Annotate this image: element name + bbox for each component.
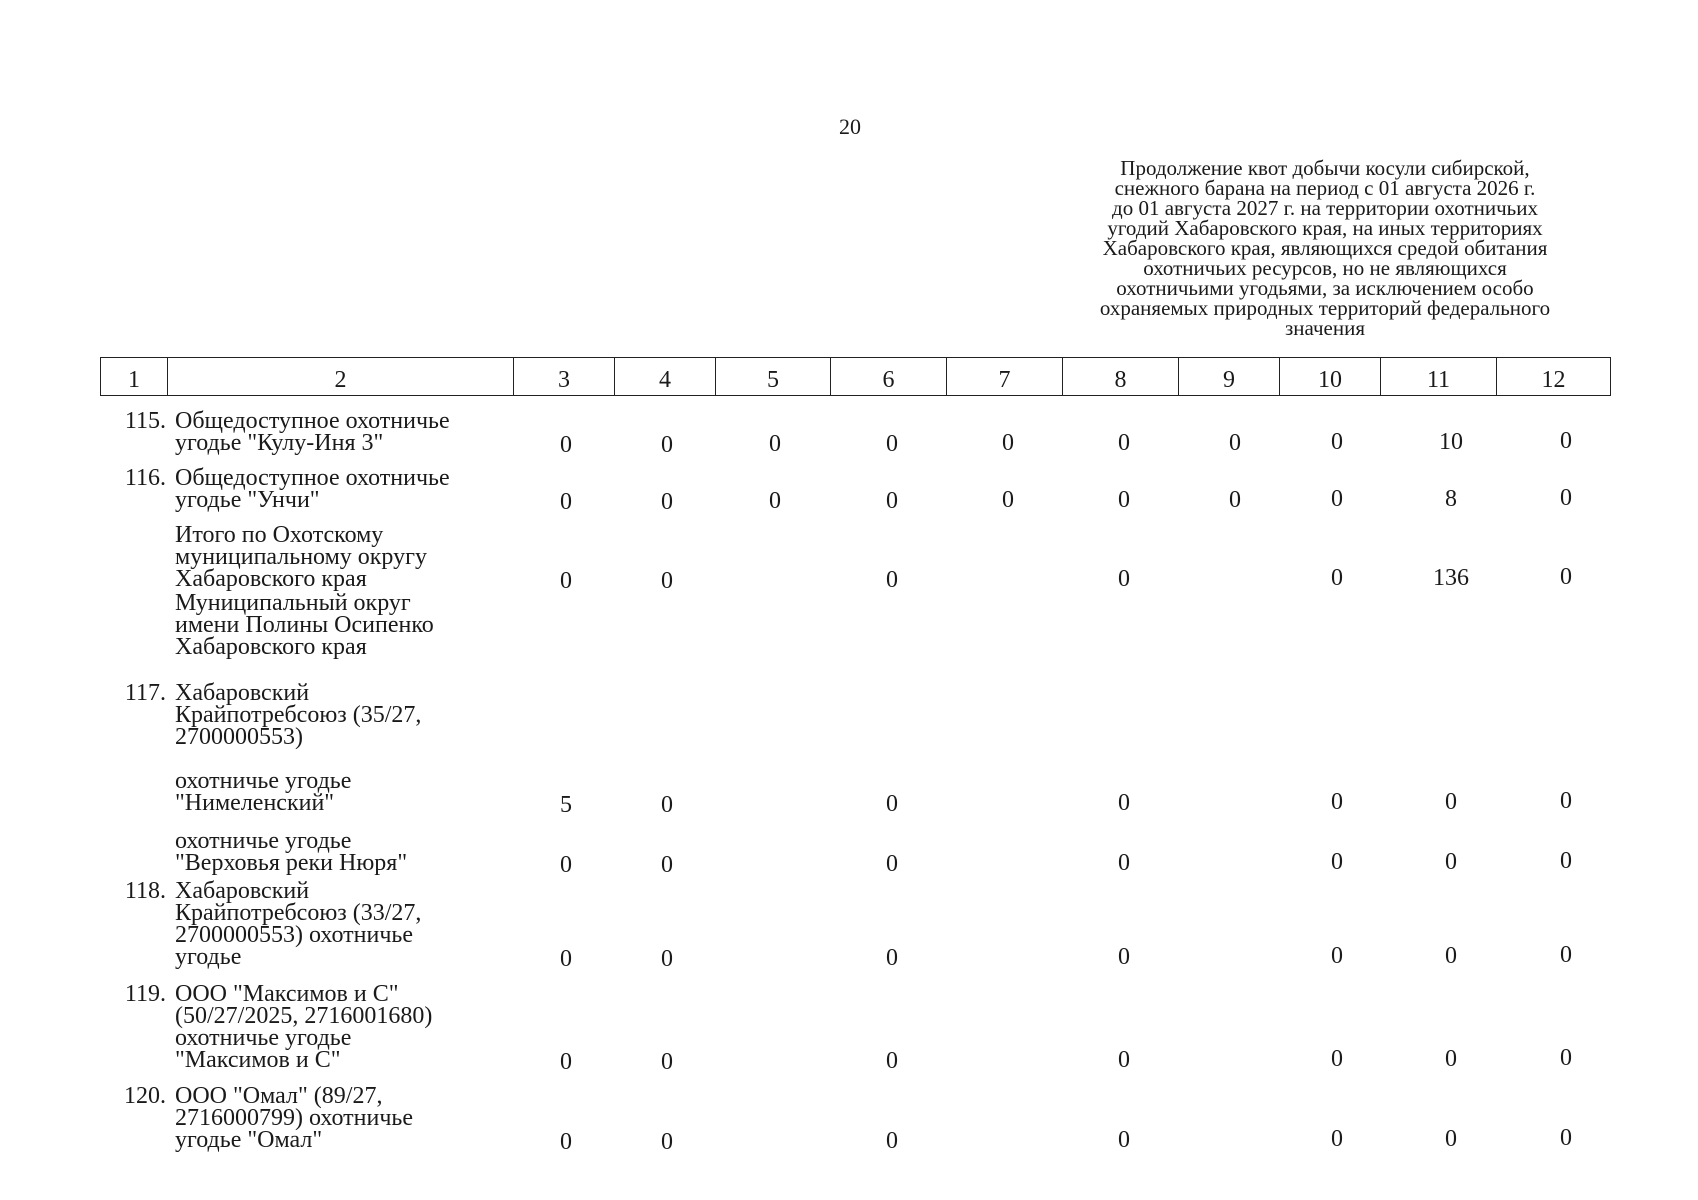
row-name-line: угодье: [175, 944, 242, 970]
cell-value-col-3: 0: [560, 432, 572, 458]
column-header-12: 12: [1497, 358, 1611, 396]
cell-value-col-11: 10: [1439, 428, 1463, 455]
row-name: [175, 1085, 515, 1151]
row-name-line: угодье "Кулу-Иня 3": [175, 430, 384, 456]
row-name-line: охотничье угодье: [175, 1025, 352, 1051]
row-name-line: Хабаровского края: [175, 634, 367, 660]
row-name-line: 2716000799) охотничье: [175, 1105, 414, 1131]
row-name-line: Крайпотребсоюз (35/27,: [175, 702, 422, 728]
table-caption: [1050, 158, 1600, 338]
cell-value-col-9: 0: [1229, 486, 1241, 513]
cell-value-col-12: 0: [1560, 1125, 1572, 1152]
caption-line: угодий Хабаровского края, на иных территориях: [1107, 216, 1543, 240]
cell-value-col-11: 0: [1445, 942, 1457, 969]
row-number: 118.: [124, 878, 166, 904]
cell-value-col-6: 0: [886, 430, 898, 457]
row-name: [175, 410, 515, 454]
cell-value-col-8: 0: [1118, 790, 1130, 816]
row-name-line: муниципальному округу: [175, 544, 427, 570]
row-name: [175, 770, 515, 814]
row-name-line: ООО "Омал" (89/27,: [175, 1083, 383, 1109]
cell-value-col-7: 0: [1002, 430, 1014, 457]
cell-value-col-12: 0: [1560, 788, 1572, 815]
column-header-5: 5: [716, 358, 831, 396]
row-name: [175, 830, 515, 874]
row-name-line: угодье "Омал": [175, 1127, 323, 1153]
cell-value-col-6: 0: [886, 487, 898, 514]
cell-value-col-12: 0: [1560, 564, 1572, 591]
row-number: 119.: [124, 981, 166, 1007]
row-number: 120.: [124, 1083, 166, 1109]
row-name-line: 2700000553) охотничье: [175, 922, 414, 948]
row-name-line: Хабаровский: [175, 680, 310, 706]
caption-line: значения: [1284, 316, 1366, 340]
row-name: [175, 880, 515, 968]
cell-value-col-3: 5: [560, 792, 572, 818]
cell-value-col-3: 0: [560, 489, 572, 515]
row-name-line: Общедоступное охотничье: [175, 465, 450, 491]
row-name-line: Итого по Охотскому: [175, 522, 384, 548]
cell-value-col-5: 0: [769, 431, 781, 458]
cell-value-col-4: 0: [661, 1128, 673, 1155]
cell-value-col-4: 0: [661, 1048, 673, 1075]
cell-value-col-4: 0: [661, 851, 673, 878]
cell-value-col-3: 0: [560, 852, 572, 878]
cell-value-col-12: 0: [1560, 942, 1572, 969]
cell-value-col-8: 0: [1118, 850, 1130, 876]
row-name-line: Общедоступное охотничье: [175, 408, 450, 434]
cell-value-col-11: 0: [1445, 848, 1457, 875]
caption-line: Хабаровского края, являющихся средой обитания: [1102, 236, 1548, 260]
row-name-line: Крайпотребсоюз (33/27,: [175, 900, 422, 926]
page-number: 20: [839, 114, 861, 139]
row-name-line: угодье "Унчи": [175, 487, 320, 513]
row-name-line: ООО "Максимов и С": [175, 981, 399, 1007]
row-name: [175, 592, 515, 658]
caption-line: охраняемых природных территорий федерального: [1099, 296, 1551, 320]
column-header-11: 11: [1381, 358, 1497, 396]
row-name: [175, 983, 515, 1071]
cell-value-col-10: 0: [1331, 429, 1343, 456]
row-number: 115.: [124, 408, 166, 434]
cell-value-col-3: 0: [560, 946, 572, 972]
column-header-7: 7: [947, 358, 1063, 396]
column-header-2: 2: [168, 358, 514, 396]
cell-value-col-6: 0: [886, 1127, 898, 1154]
row-number: 117.: [124, 680, 166, 706]
cell-value-col-12: 0: [1560, 485, 1572, 512]
caption-line: Продолжение квот добычи косули сибирской,: [1120, 156, 1530, 180]
cell-value-col-10: 0: [1331, 486, 1343, 513]
cell-value-col-10: 0: [1331, 1046, 1343, 1073]
cell-value-col-6: 0: [886, 850, 898, 877]
row-name: [175, 467, 515, 511]
cell-value-col-8: 0: [1118, 487, 1130, 513]
row-name-line: имени Полины Осипенко: [175, 612, 434, 638]
cell-value-col-3: 0: [560, 1129, 572, 1155]
column-header-10: 10: [1280, 358, 1381, 396]
cell-value-col-3: 0: [560, 568, 572, 594]
cell-value-col-10: 0: [1331, 849, 1343, 876]
cell-value-col-12: 0: [1560, 848, 1572, 875]
cell-value-col-8: 0: [1118, 944, 1130, 970]
cell-value-col-6: 0: [886, 790, 898, 817]
cell-value-col-11: 0: [1445, 1045, 1457, 1072]
cell-value-col-3: 0: [560, 1049, 572, 1075]
column-header-6: 6: [831, 358, 947, 396]
row-name-line: "Верховья реки Нюря": [175, 850, 408, 876]
cell-value-col-4: 0: [661, 488, 673, 515]
cell-value-col-7: 0: [1002, 487, 1014, 514]
caption-line: охотничьими угодьями, за исключением особо: [1116, 276, 1534, 300]
cell-value-col-8: 0: [1118, 1127, 1130, 1153]
cell-value-col-6: 0: [886, 566, 898, 593]
row-name-line: Хабаровский: [175, 878, 310, 904]
caption-line: до 01 августа 2027 г. на территории охотничьих: [1112, 196, 1538, 220]
cell-value-col-5: 0: [769, 488, 781, 515]
row-name: [175, 524, 515, 590]
row-name-line: "Нимеленский": [175, 790, 335, 816]
cell-value-col-10: 0: [1331, 789, 1343, 816]
row-name-line: "Максимов и С": [175, 1047, 341, 1073]
cell-value-col-6: 0: [886, 944, 898, 971]
row-number: 116.: [124, 465, 166, 491]
cell-value-col-8: 0: [1118, 430, 1130, 456]
cell-value-col-10: 0: [1331, 1126, 1343, 1153]
cell-value-col-4: 0: [661, 431, 673, 458]
column-header-3: 3: [514, 358, 615, 396]
cell-value-col-11: 0: [1445, 788, 1457, 815]
cell-value-col-12: 0: [1560, 428, 1572, 455]
row-name-line: 2700000553): [175, 724, 303, 750]
cell-value-col-11: 136: [1433, 564, 1469, 591]
row-name-line: Муниципальный округ: [175, 590, 411, 616]
cell-value-col-4: 0: [661, 567, 673, 594]
row-name-line: охотничье угодье: [175, 768, 352, 794]
column-header-1: 1: [101, 358, 168, 396]
cell-value-col-6: 0: [886, 1047, 898, 1074]
cell-value-col-4: 0: [661, 945, 673, 972]
row-name-line: охотничье угодье: [175, 828, 352, 854]
column-number-header: [100, 357, 1611, 396]
cell-value-col-10: 0: [1331, 565, 1343, 592]
cell-value-col-8: 0: [1118, 566, 1130, 592]
cell-value-col-9: 0: [1229, 429, 1241, 456]
caption-line: охотничьих ресурсов, но не являющихся: [1143, 256, 1507, 280]
cell-value-col-11: 8: [1445, 485, 1457, 512]
row-name-line: Хабаровского края: [175, 566, 367, 592]
column-header-8: 8: [1063, 358, 1179, 396]
row-name-line: (50/27/2025, 2716001680): [175, 1003, 433, 1029]
cell-value-col-4: 0: [661, 791, 673, 818]
cell-value-col-10: 0: [1331, 943, 1343, 970]
cell-value-col-11: 0: [1445, 1125, 1457, 1152]
caption-line: снежного барана на период с 01 августа 2026 г.: [1114, 176, 1536, 200]
column-header-9: 9: [1179, 358, 1280, 396]
column-header-4: 4: [615, 358, 716, 396]
cell-value-col-8: 0: [1118, 1047, 1130, 1073]
row-name: [175, 682, 515, 748]
cell-value-col-12: 0: [1560, 1045, 1572, 1072]
